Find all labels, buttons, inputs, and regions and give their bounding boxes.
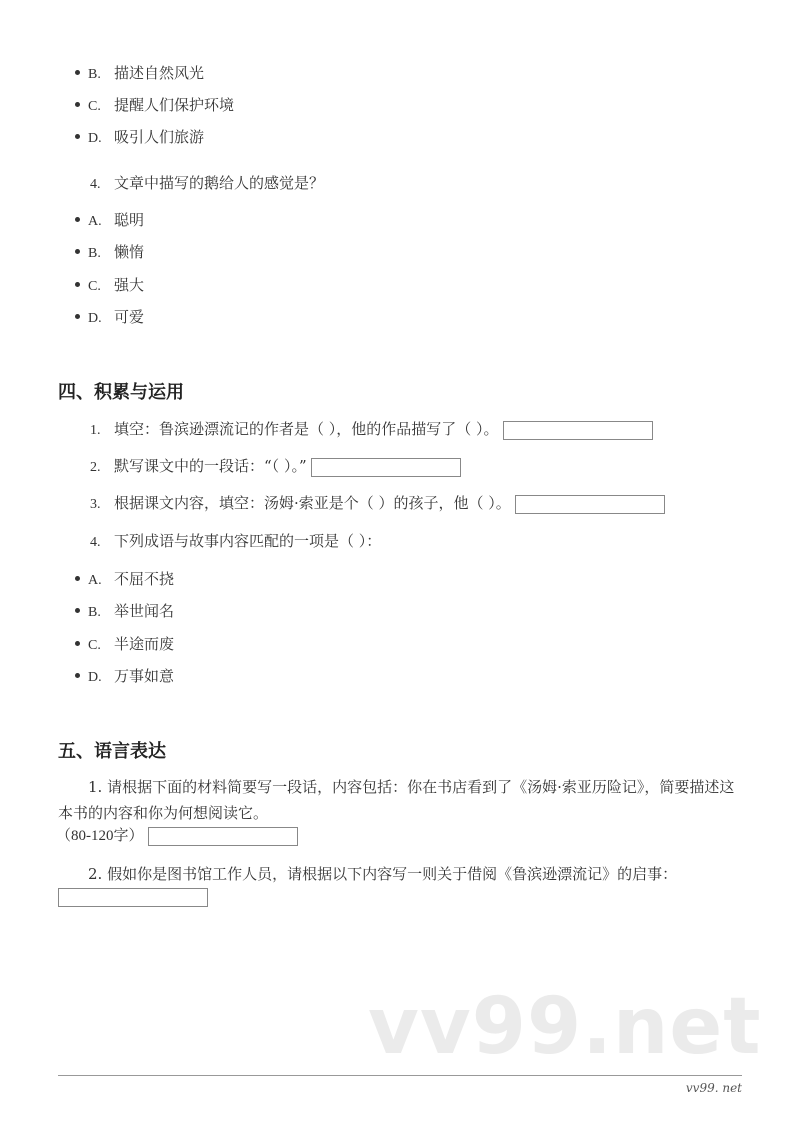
section-heading: 五、语言表达 bbox=[58, 741, 166, 762]
answer-input[interactable] bbox=[515, 495, 665, 514]
question-paragraph: 2. 假如你是图书馆工作人员，请根据以下内容写一则关于借阅《鲁滨逊漂流记》的启事： bbox=[88, 865, 678, 883]
bullet-icon bbox=[75, 673, 80, 678]
option-item: A. 不屈不挠 bbox=[75, 569, 174, 591]
question: 3. 根据课文内容，填空：汤姆·索亚是个（ ）的孩子，他（ ）。 bbox=[90, 493, 665, 515]
option-item: D. 吸引人们旅游 bbox=[75, 127, 204, 149]
bullet-icon bbox=[75, 314, 80, 319]
bullet-icon bbox=[75, 249, 80, 254]
section-heading: 四、积累与运用 bbox=[58, 382, 184, 403]
question: 1. 填空：鲁滨逊漂流记的作者是（ ），他的作品描写了（ ）。 bbox=[90, 419, 653, 441]
bullet-icon bbox=[75, 70, 80, 75]
option-item: B. 举世闻名 bbox=[75, 601, 174, 623]
option-item: C. 强大 bbox=[75, 275, 144, 297]
option-item: D. 可爱 bbox=[75, 307, 144, 329]
option-item: B. 懒惰 bbox=[75, 242, 144, 264]
question: 2. 默写课文中的一段话：“（ ）。” bbox=[90, 456, 461, 478]
option-item: A. 聪明 bbox=[75, 210, 144, 232]
question: 4. 文章中描写的鹅给人的感觉是？ bbox=[90, 174, 325, 192]
word-limit-row: （80-120字） bbox=[56, 825, 298, 846]
bullet-icon bbox=[75, 134, 80, 139]
option-item: D. 万事如意 bbox=[75, 666, 174, 688]
question: 4. 下列成语与故事内容匹配的一项是（ ）： bbox=[90, 532, 382, 550]
option-item: C. 半途而废 bbox=[75, 634, 174, 656]
answer-input[interactable] bbox=[503, 421, 653, 440]
footer-divider bbox=[58, 1075, 742, 1076]
footer-site: vv99. net bbox=[685, 1081, 742, 1095]
bullet-icon bbox=[75, 282, 80, 287]
answer-row bbox=[58, 887, 208, 907]
bullet-icon bbox=[75, 217, 80, 222]
option-item: C. 提醒人们保护环境 bbox=[75, 95, 234, 117]
bullet-icon bbox=[75, 102, 80, 107]
bullet-icon bbox=[75, 576, 80, 581]
question-paragraph: 1. 请根据下面的材料简要写一段话，内容包括：你在书店看到了《汤姆·索亚历险记》，简要描述这本书的内容和你为何想阅读它。 bbox=[58, 778, 735, 822]
watermark: vv99.net bbox=[368, 982, 762, 1072]
bullet-icon bbox=[75, 608, 80, 613]
bullet-icon bbox=[75, 641, 80, 646]
option-item: B. 描述自然风光 bbox=[75, 63, 204, 85]
answer-input[interactable] bbox=[311, 458, 461, 477]
answer-input[interactable] bbox=[148, 827, 298, 846]
answer-input[interactable] bbox=[58, 888, 208, 907]
